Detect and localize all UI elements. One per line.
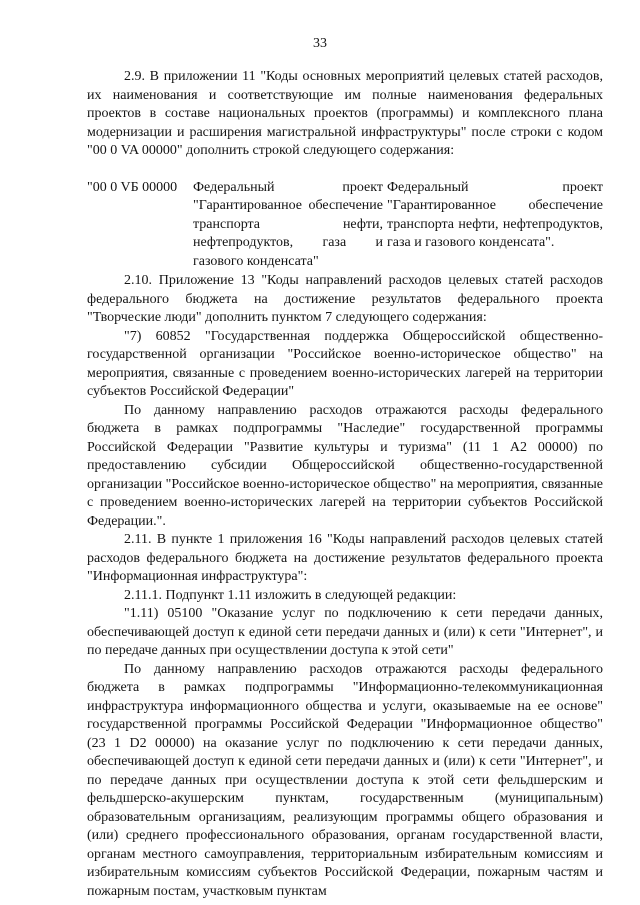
paragraph-2-11: 2.11. В пункте 1 приложения 16 "Коды направлений расходов целевых статей расходов федерального бюджета на достижение результатов федерального проекта "Информационная инфраструктура":	[87, 532, 603, 584]
paragraph-2-10-item: "7) 60852 "Государственная поддержка Общероссийской общественно-государственной организации "Российское военно-историческое общество" на мероприятия, связанные с проведением военно-исторических лагерей на территории субъектов Российской Федерации"	[87, 328, 603, 399]
paragraph-2-10-description: По данному направлению расходов отражаются расходы федерального бюджета в рамках подпрограммы "Наследие" государственной программы Российской Федерации "Развитие культуры и туризма" (11 1 A2 00000) по предоставлению субсидии Общероссийской общественно-государственной организации "Российское военно-историческое общество" на мероприятия, связанные с проведением военно-исторических лагерей на территории субъектов Российской Федерации.".	[87, 402, 603, 529]
code-cell: "00 0 VБ 00000	[87, 179, 178, 195]
paragraph-2-11-description: По данному направлению расходов отражаются расходы федерального бюджета в рамках подпрограммы "Информационно-телекоммуникационная инфраструктура информационного общества и услуги, оказываемые на ее основе" государственной программы Российской Федерации "Информационное общество" (23 1 D2 00000) на оказание услуг по подключению к сети передачи данных, обеспечивающей доступ к единой сети передачи данных и (или) к сети "Интернет", и по передаче данных при осуществлении доступа к этой сети фельдшерским и фельдшерско-акушерским пунктам, государственным (муниципальным) образовательным организациям, реализующим программы общего образования и (или) среднего профессионального образования, органам государственной власти, органам местного самоуправления, территориальным избирательным комиссиям и избирательным комиссиям субъектов Российской Федерации, пожарным частям и пожарным постам, участковым пунктам	[87, 661, 603, 899]
paragraph-2-11-item: "1.11) 05100 "Оказание услуг по подключению к сети передачи данных, обеспечивающей доступ к единой сети передачи данных и (или) к сети "Интернет", и по передаче данных при осуществлении доступа к этой сети"	[87, 606, 603, 658]
document-body	[87, 68, 603, 901]
paragraph-2-10: 2.10. Приложение 13 "Коды направлений расходов целевых статей расходов федерального бюджета на достижение результатов федерального проекта "Творческие люди" дополнить пунктом 7 следующего содержания:	[87, 273, 603, 325]
short-name-cell: Федеральный проект "Гарантированное обеспечение транспорта нефти, нефтепродуктов, газа и газового конденсата"	[193, 179, 383, 269]
code-table-row	[87, 179, 603, 272]
page-number: 33	[313, 36, 327, 51]
paragraph-2-9: 2.9. В приложении 11 "Коды основных мероприятий целевых статей расходов, их наименования и соответствующие им полные наименования федеральных проектов в составе национальных проектов (программы) и комплексного плана модернизации и расширения магистральной инфраструктуры" после строки с кодом "00 0 VA 00000" дополнить строкой следующего содержания:	[87, 69, 603, 158]
paragraph-2-11-1: 2.11.1. Подпункт 1.11 изложить в следующей редакции:	[124, 587, 457, 603]
full-name-cell: Федеральный проект "Гарантированное обеспечение транспорта нефти, нефтепродуктов, газа и газового конденсата".	[387, 179, 603, 250]
